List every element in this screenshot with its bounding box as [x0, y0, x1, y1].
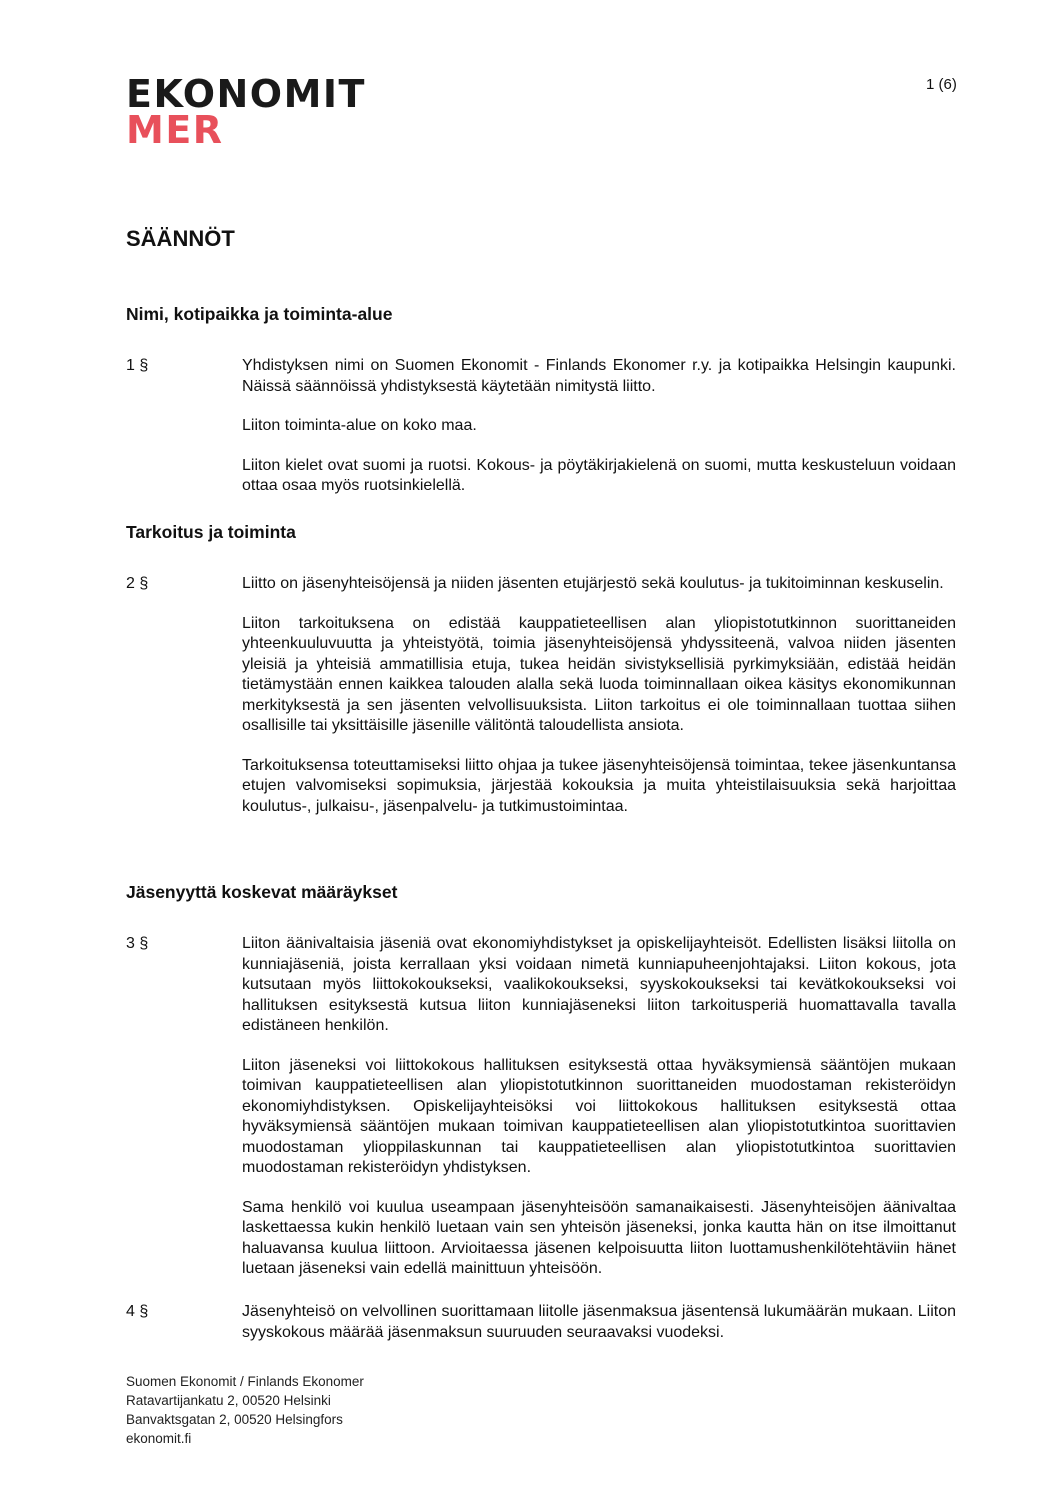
paragraph: Tarkoituksensa toteuttamiseksi liitto ohjaa ja tukee jäsenyhteisöjensä toimintaa, tekee jäsenkuntansa etujen valvomiseksi sopimuksia, järjestää kokouksia ja muita yhteistilaisuuksia sekä harjoittaa koulutus-, julkaisu-, jäsenpalvelu- ja tutkimustoimintaa.: [242, 756, 956, 815]
logo-line-2: MER: [126, 108, 224, 152]
paragraph: Liiton kielet ovat suomi ja ruotsi. Kokous- ja pöytäkirjakielenä on suomi, mutta keskusteluun voidaan ottaa osaa myös ruotsinkielellä.: [242, 456, 956, 494]
document-title: SÄÄNNÖT: [126, 226, 235, 251]
footer: [126, 1372, 364, 1448]
section-1: [126, 356, 956, 516]
paragraph: Liitto on jäsenyhteisöjensä ja niiden jäsenten etujärjestö sekä koulutus- ja tukitoiminnan keskuselin.: [242, 575, 944, 592]
footer-address-sv: Banvaktsgatan 2, 00520 Helsingfors: [126, 1412, 343, 1427]
section-heading-purpose: Tarkoitus ja toiminta: [126, 522, 296, 542]
paragraph: Liiton tarkoituksena on edistää kauppatieteellisen alan yliopistotutkinnon suorittaneiden yhteenkuuluvuutta ja yhteistyötä, toimia jäsenyhteisöjensä yhdyssiteenä, valvoa niiden jäsenten yleisiä ja yhteisiä ammatillisia etuja, tukea heidän sivistyksellisiä pyrkimyksiään, edistää heidän tietämystään ennen kaikkea talouden alalla sekä luoda toiminnallaan oikea käsitys ekonomikunnan merkityksestä ja sen jäsenten velvollisuuksista. Liiton tarkoitus ei ole toiminnallaan tuottaa siihen osallisille tai yksittäisille jäsenille välitöntä taloudellista ansiota.: [242, 614, 956, 734]
section-number: 1 §: [126, 357, 149, 374]
paragraph: Jäsenyhteisö on velvollinen suorittamaan liitolle jäsenmaksua jäsentensä lukumäärän mukaan. Liiton syyskokous määrää jäsenmaksun suuruuden seuraavaksi vuodeksi.: [242, 1303, 956, 1341]
section-number: 4 §: [126, 1303, 149, 1320]
paragraph: Liiton toiminta-alue on koko maa.: [242, 417, 477, 434]
logo: [126, 72, 366, 152]
section-number: 2 §: [126, 575, 149, 592]
paragraph: Yhdistyksen nimi on Suomen Ekonomit - Finlands Ekonomer r.y. ja kotipaikka Helsingin kaupunki. Näissä säännöissä yhdistyksestä käytetään nimitystä liitto.: [242, 357, 956, 395]
paragraph: Sama henkilö voi kuulua useampaan jäsenyhteisöön samanaikaisesti. Jäsenyhteisöjen äänivaltaa laskettaessa kukin henkilö luetaan vain sen yhteisön jäseneksi, jonka kautta hän on itse ilmoittanut haluavansa kuulua liittoon. Arvioitaessa jäsenen kelpoisuutta liiton luottamushenkilötehtäviin hänet luetaan jäseneksi vain edellä mainittuun yhteisöön.: [242, 1198, 956, 1277]
section-heading-membership: Jäsenyyttä koskevat määräykset: [126, 882, 398, 902]
footer-website: ekonomit.fi: [126, 1431, 192, 1446]
page-number: 1 (6): [926, 76, 957, 93]
section-2: [126, 574, 956, 836]
footer-organization: Suomen Ekonomit / Finlands Ekonomer: [126, 1374, 364, 1389]
paragraph: Liiton äänivaltaisia jäseniä ovat ekonomiyhdistykset ja opiskelijayhteisöt. Edellisten lisäksi liitolla on kunniajäseniä, joista kerrallaan yksi voidaan nimetä kunniapuheenjohtajaksi. Liiton kokous, jota kutsutaan myös liittokokoukseksi, vaalikokoukseksi, syyskokoukseksi tai kevätkokoukseksi voi hallituksen esityksestä kutsua liiton kunniajäseneksi liiton tarkoitusperiä huomattavalla tavalla edistäneen henkilön.: [242, 935, 956, 1034]
section-4: [126, 1302, 956, 1362]
paragraph: Liiton jäseneksi voi liittokokous hallituksen esityksestä ottaa hyväksymiensä sääntöjen mukaan toimivan kauppatieteellisen alan yliopistotutkinnon suorittaneiden muodostaman rekisteröidyn ekonomiyhdistyksen. Opiskelijayhteisöksi voi liittokokous hallituksen esityksestä ottaa hyväksymiensä sääntöjen mukaan toimivan kauppatieteellisen alan yliopistotutkintoa suorittavien muodostaman ylioppilaskunnan tai kauppatieteellisen alan yliopistotutkintoa suorittavien muodostaman rekisteröidyn yhdistyksen.: [242, 1056, 956, 1176]
footer-address-fi: Ratavartijankatu 2, 00520 Helsinki: [126, 1393, 331, 1408]
section-3: [126, 934, 956, 1299]
section-heading-name: Nimi, kotipaikka ja toiminta-alue: [126, 304, 393, 324]
logo-line-1: EKONOMIT: [126, 72, 366, 116]
section-number: 3 §: [126, 935, 149, 952]
